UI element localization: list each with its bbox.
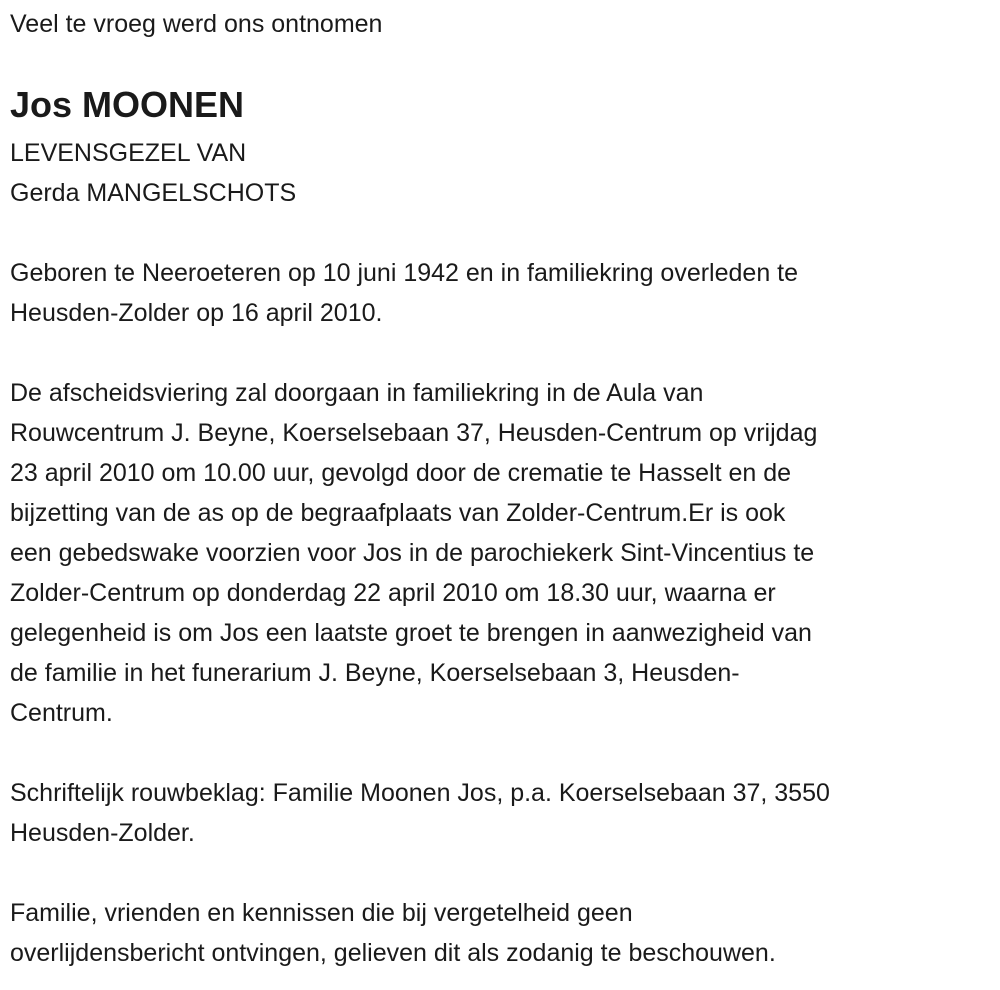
text-line: Heusden-Zolder.: [10, 819, 195, 847]
text-line: overlijdensbericht ontvingen, gelieven dit als zodanig te beschouwen.: [10, 939, 776, 967]
text-line: een gebedswake voorzien voor Jos in de parochiekerk Sint-Vincentius te: [10, 539, 815, 567]
intro-text: Veel te vroeg werd ons ontnomen: [10, 10, 383, 38]
text-line: Centrum.: [10, 699, 113, 727]
text-line: de familie in het funerarium J. Beyne, Koerselsebaan 3, Heusden-: [10, 659, 740, 687]
ceremony-paragraph: [10, 373, 995, 733]
text-line: 23 april 2010 om 10.00 uur, gevolgd door de crematie te Hasselt en de: [10, 459, 792, 487]
obituary-notice: [10, 4, 995, 973]
relation-label: LEVENSGEZEL VAN: [10, 139, 247, 167]
text-line: gelegenheid is om Jos een laatste groet te brengen in aanwezigheid van: [10, 619, 812, 647]
closing-paragraph: [10, 893, 995, 973]
text-line: Zolder-Centrum op donderdag 22 april 2010 om 18.30 uur, waarna er: [10, 579, 776, 607]
text-line: Heusden-Zolder op 16 april 2010.: [10, 299, 383, 327]
text-line: De afscheidsviering zal doorgaan in familiekring in de Aula van: [10, 379, 704, 407]
condolence-paragraph: [10, 773, 995, 853]
text-line: Rouwcentrum J. Beyne, Koerselsebaan 37, Heusden-Centrum op vrijdag: [10, 419, 818, 447]
deceased-name: Jos MOONEN: [10, 84, 245, 125]
text-line: Familie, vrienden en kennissen die bij vergetelheid geen: [10, 899, 633, 927]
text-line: Schriftelijk rouwbeklag: Familie Moonen Jos, p.a. Koerselsebaan 37, 3550: [10, 779, 830, 807]
text-line: bijzetting van de as op de begraafplaats van Zolder-Centrum.Er is ook: [10, 499, 786, 527]
notice-body: [10, 253, 995, 973]
birth-death-paragraph: [10, 253, 995, 333]
text-line: Geboren te Neeroeteren op 10 juni 1942 en in familiekring overleden te: [10, 259, 799, 287]
partner-name: Gerda MANGELSCHOTS: [10, 179, 297, 207]
